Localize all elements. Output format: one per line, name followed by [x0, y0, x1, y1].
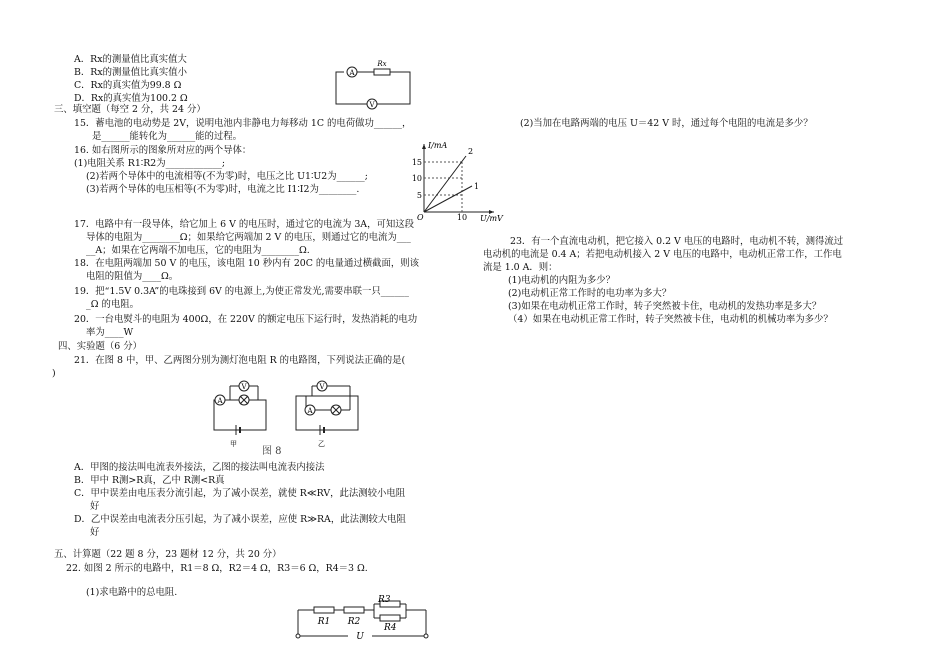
- q21-option-c-line2: 好: [90, 501, 100, 512]
- q16-line2: (1)电阻关系 R1∶R2为____________;: [74, 158, 226, 169]
- q20-line1: 20．一台电熨斗的电阻为 400Ω，在 220V 的额定电压下运行时，发热消耗的电功: [74, 314, 418, 325]
- q23-sub1: (1)电动机的内阻为多少？: [508, 275, 616, 286]
- resistor-r4: [380, 615, 400, 621]
- q23-line1: 23．有一个直流电动机，把它接入 0.2 V 电压的电路时，电动机不转，测得流过: [510, 236, 844, 247]
- section-5-title: 五、计算题（22 题 8 分，23 题材 12 分，共 20 分）: [54, 549, 282, 560]
- q21-option-d-line2: 好: [90, 527, 100, 538]
- q16-line3: (2)若两个导体中的电流相等(不为零)时，电压之比 U1∶U2为______;: [86, 171, 368, 182]
- q15-line2: 是______能转化为______能的过程。: [92, 131, 243, 142]
- svg-text:10: 10: [411, 174, 422, 183]
- svg-text:R2: R2: [347, 617, 361, 627]
- q21-line2: ): [52, 368, 56, 379]
- svg-text:O: O: [417, 213, 424, 222]
- resistor-r1: [314, 607, 334, 613]
- svg-text:Rx: Rx: [377, 60, 387, 68]
- q23-sub2: (2)电动机正常工作时的电功率为多大？: [508, 288, 672, 299]
- q22-line2: (1)求电路中的总电阻.: [86, 587, 178, 598]
- q17-line2: 导体的电阻为________Ω；如果给它两端加 2 V 的电压，则通过它的电流为___: [86, 232, 411, 243]
- svg-text:I/mA: I/mA: [428, 141, 448, 150]
- svg-text:15: 15: [411, 158, 422, 167]
- svg-text:R4: R4: [384, 623, 397, 633]
- q21-option-a: A．甲图的接法叫电流表外接法，乙图的接法叫电流表内接法: [74, 462, 325, 473]
- q16-line1: 16. 如右图所示的图象所对应的两个导体：: [74, 145, 252, 156]
- q23-sub4: （4）如果在电动机正常工作时，转子突然被卡住，电动机的机械功率为多少？: [508, 314, 833, 325]
- figure-8-caption: 图 8: [262, 446, 282, 457]
- circuit-ammeter-voltmeter: [330, 58, 420, 110]
- svg-text:A: A: [307, 407, 313, 415]
- svg-text:10: 10: [456, 213, 468, 222]
- svg-text:1: 1: [474, 182, 480, 191]
- q18-line1: 18．在电阻两端加 50 V 的电压，该电阻 10 秒内有 20C 的电量通过横截面，则该: [74, 258, 420, 269]
- q23-line3: 流是 1.0 A．则：: [483, 262, 558, 273]
- q20-line2: 率为____W: [86, 327, 134, 338]
- q16-line4: (3)若两个导体的电压相等(不为零)时，电流之比 I1∶I2为________.: [86, 184, 360, 195]
- svg-text:R1: R1: [317, 617, 331, 627]
- svg-text:R3: R3: [378, 595, 391, 605]
- section-3-title: 三、填空题（每空 2 分，共 24 分）: [54, 104, 206, 115]
- q19-line1: 19．把“1.5V 0.3A”的电珠接到 6V 的电源上,为使正常发光,需要串联一只______: [74, 286, 409, 297]
- q19-line2: _Ω 的电阻。: [86, 299, 139, 310]
- svg-text:U/mV: U/mV: [480, 214, 503, 223]
- q21-line1: 21．在图 8 中，甲、乙两图分别为测灯泡电阻 R 的电路图，下列说法正确的是(: [74, 355, 406, 366]
- q18-line2: 电阻的阻值为____Ω。: [86, 271, 179, 282]
- graph-line-2: [424, 156, 466, 212]
- iu-graph: [411, 140, 514, 223]
- resistor-r2: [344, 607, 364, 613]
- svg-text:A: A: [349, 69, 355, 77]
- q15-line1: 15．蓄电池的电动势是 2V，说明电池内非静电力每移动 1C 的电荷做功______，: [74, 118, 412, 129]
- q22-line1: 22. 如图 2 所示的电路中，R1＝8 Ω，R2＝4 Ω，R3＝6 Ω，R4＝3 Ω.: [66, 563, 368, 574]
- q23-line2: 电动机的电流是 0.4 A；若把电动机接入 2 V 电压的电路中，电动机正常工作，工作电: [483, 249, 842, 260]
- svg-text:乙: 乙: [318, 440, 325, 448]
- svg-text:V: V: [369, 101, 375, 109]
- figure-2-circuit: [294, 596, 434, 642]
- q21-option-d-line1: D．乙中误差由电流表分压引起，为了减小误差，应使 R≫RA，此法测较大电阻: [74, 514, 406, 525]
- q22-part2: (2)当加在电路两端的电压 U＝42 V 时，通过每个电阻的电流是多少？: [520, 118, 813, 129]
- svg-text:A: A: [217, 397, 223, 405]
- q17-line1: 17．电路中有一段导体，给它加上 6 V 的电压时，通过它的电流为 3A，可知这段: [74, 219, 414, 230]
- svg-text:V: V: [319, 383, 325, 391]
- graph-line-1: [424, 186, 472, 212]
- svg-text:2: 2: [468, 147, 474, 156]
- option-d: D．Rx的真实值为100.2 Ω: [74, 93, 188, 104]
- figure-8-circuits: [200, 380, 370, 456]
- svg-text:V: V: [241, 383, 247, 391]
- svg-text:U: U: [356, 632, 364, 642]
- q21-option-b: B．甲中 R测>R真，乙中 R测<R真: [74, 475, 225, 486]
- q21-option-c-line1: C．甲中误差由电压表分流引起，为了减小误差，就使 R≪RV，此法测较小电阻: [74, 488, 406, 499]
- svg-text:5: 5: [416, 191, 422, 200]
- svg-text:甲: 甲: [230, 440, 237, 448]
- q23-sub3: (3)如果在电动机正常工作时，转子突然被卡住，电动机的发热功率是多大？: [508, 301, 822, 312]
- q17-line3: __A；如果在它两端不加电压，它的电阻为________Ω.: [86, 245, 310, 256]
- option-c: C．Rx的真实值为99.8 Ω: [74, 80, 182, 91]
- section-4-title: 四、实验题（6 分）: [58, 341, 142, 352]
- option-b: B．Rx的测量值比真实值小: [74, 67, 187, 78]
- option-a: A．Rx的测量值比真实值大: [74, 54, 187, 65]
- resistor-rx: [374, 69, 390, 75]
